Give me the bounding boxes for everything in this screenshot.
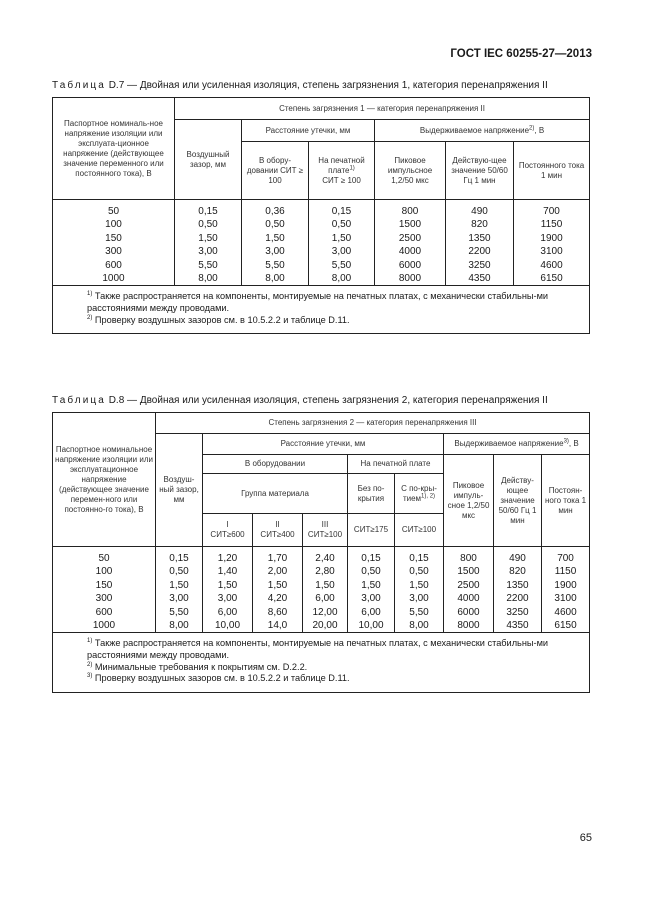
table-cell: 8,00 xyxy=(242,272,309,286)
table-cell: 490 xyxy=(494,547,542,566)
table-cell: 4000 xyxy=(375,245,446,258)
table-row xyxy=(53,218,590,231)
table-cell: 0,50 xyxy=(156,565,203,578)
table-cell: 0,50 xyxy=(395,565,444,578)
table-cell: 10,00 xyxy=(203,619,253,633)
table-cell: 2500 xyxy=(444,579,494,592)
table-d7 xyxy=(52,97,590,334)
table-cell: 3250 xyxy=(446,259,514,272)
table-cell: 1500 xyxy=(375,218,446,231)
table-cell: 2,80 xyxy=(303,565,348,578)
table-cell: 3,00 xyxy=(156,592,203,605)
table-cell: 0,15 xyxy=(395,547,444,566)
table-cell: 8,00 xyxy=(175,272,242,286)
header-air-clearance: Воздушный зазор, мм xyxy=(175,120,242,200)
header-peak-impulse: Пиковое импульсное 1,2/50 мкс xyxy=(375,142,446,200)
table-cell: 1,50 xyxy=(203,579,253,592)
header-group-2: II СИТ≥400 xyxy=(253,514,303,547)
header-dc: Постоянного тока 1 мин xyxy=(514,142,590,200)
table-cell: 3100 xyxy=(514,245,590,258)
header-pcb: На печатной плате xyxy=(348,455,444,474)
header-rated-voltage: Паспортное номиналь-ное напряжение изоляции или эксплуата-ционное напряжение (действующее значение переменного или постоянного тока), В xyxy=(53,98,175,200)
table-cell: 4600 xyxy=(542,606,590,619)
table-cell: 6150 xyxy=(514,272,590,286)
header-group-3: III СИТ≥100 xyxy=(303,514,348,547)
table-cell: 4350 xyxy=(446,272,514,286)
table-cell: 4,20 xyxy=(253,592,303,605)
table-row xyxy=(53,259,590,272)
table-d8-caption xyxy=(52,395,548,406)
table-cell: 2,40 xyxy=(303,547,348,566)
table-cell: 0,15 xyxy=(309,200,375,219)
table-cell: 1150 xyxy=(514,218,590,231)
header-dc: Постоян-ного тока 1 мин xyxy=(542,455,590,547)
table-cell: 3,00 xyxy=(395,592,444,605)
table-cell: 5,50 xyxy=(395,606,444,619)
table-row xyxy=(53,547,590,566)
table-cell: 0,50 xyxy=(175,218,242,231)
table-cell: 1,50 xyxy=(156,579,203,592)
table-cell: 800 xyxy=(444,547,494,566)
table-row xyxy=(53,565,590,578)
table-cell: 14,0 xyxy=(253,619,303,633)
table-row xyxy=(53,606,590,619)
table-cell: 1350 xyxy=(446,232,514,245)
table-cell: 1150 xyxy=(542,565,590,578)
table-row xyxy=(53,245,590,258)
table-cell: 100 xyxy=(53,218,175,231)
table-cell: 0,15 xyxy=(348,547,395,566)
table-cell: 12,00 xyxy=(303,606,348,619)
header-coating: С по-кры-тием$^{1), 2)}$ xyxy=(395,474,444,514)
page-number: 65 xyxy=(579,832,592,844)
table-cell: 150 xyxy=(53,232,175,245)
table-cell: 6,00 xyxy=(203,606,253,619)
table-cell: 6,00 xyxy=(303,592,348,605)
header-cti-175: СИТ≥175 xyxy=(348,514,395,547)
table-cell: 3,00 xyxy=(242,245,309,258)
header-creepage: Расстояние утечки, мм xyxy=(242,120,375,142)
table-cell: 3250 xyxy=(494,606,542,619)
header-equipment: В обору-довании СИТ ≥ 100 xyxy=(242,142,309,200)
table-d8 xyxy=(52,412,590,693)
footnote-1: $^{1)}$ Также распространяется на компоненты, монтируемые на печатных платах, с механически стабильны-ми расстояниями между проводами. xyxy=(87,291,549,314)
table-cell: 1,50 xyxy=(303,579,348,592)
table-cell: 4600 xyxy=(514,259,590,272)
table-cell: 2,00 xyxy=(253,565,303,578)
header-rated-voltage: Паспортное номинальное напряжение изоляции или эксплуатационное напряжение (действующее значение перемен-ного или постоянно-го тока), В xyxy=(53,413,156,547)
table-cell: 1900 xyxy=(542,579,590,592)
table-cell: 1,50 xyxy=(175,232,242,245)
table-cell: 3,00 xyxy=(348,592,395,605)
header-air-clearance: Воздуш-ный зазор, мм xyxy=(156,434,203,547)
header-pollution-group: Степень загрязнения 2 — категория перенапряжения III xyxy=(156,413,590,434)
header-peak-impulse: Пиковое импуль-сное 1,2/50 мкс xyxy=(444,455,494,547)
header-no-coating: Без по-крытия xyxy=(348,474,395,514)
table-cell: 0,15 xyxy=(156,547,203,566)
table-d8-body xyxy=(53,547,590,633)
table-cell: 0,50 xyxy=(348,565,395,578)
table-cell: 3,00 xyxy=(203,592,253,605)
table-cell: 8,00 xyxy=(395,619,444,633)
table-cell: 1,50 xyxy=(309,232,375,245)
table-cell: 3100 xyxy=(542,592,590,605)
table-cell: 0,15 xyxy=(175,200,242,219)
table-cell: 1,20 xyxy=(203,547,253,566)
table-cell: 100 xyxy=(53,565,156,578)
footnote-2: $^{2)}$ Проверку воздушных зазоров см. в 10.5.2.2 и таблице D.11. xyxy=(87,314,350,325)
header-creepage: Расстояние утечки, мм xyxy=(203,434,444,455)
table-cell: 1,50 xyxy=(253,579,303,592)
table-cell: 600 xyxy=(53,606,156,619)
table-cell: 1000 xyxy=(53,272,175,286)
table-cell: 800 xyxy=(375,200,446,219)
table-row xyxy=(53,579,590,592)
table-cell: 700 xyxy=(514,200,590,219)
table-row xyxy=(53,232,590,245)
table-cell: 1,50 xyxy=(395,579,444,592)
table-cell: 0,50 xyxy=(309,218,375,231)
table-cell: 1,50 xyxy=(348,579,395,592)
table-cell: 300 xyxy=(53,592,156,605)
table-cell: 5,50 xyxy=(242,259,309,272)
table-cell: 820 xyxy=(494,565,542,578)
table-row xyxy=(53,200,590,219)
table-cell: 8000 xyxy=(375,272,446,286)
header-equipment: В оборудовании xyxy=(203,455,348,474)
table-cell: 6000 xyxy=(375,259,446,272)
caption-text: D.7 — Двойная или усиленная изоляция, степень загрязнения 1, категория перенапряжения II xyxy=(108,80,548,91)
table-cell: 0,50 xyxy=(242,218,309,231)
document-header: ГОСТ IEC 60255-27—2013 xyxy=(450,48,592,60)
table-cell: 820 xyxy=(446,218,514,231)
header-rms: Действую-щее значение 50/60 Гц 1 мин xyxy=(446,142,514,200)
table-cell: 1,70 xyxy=(253,547,303,566)
footnote-2: $^{2)}$ Минимальные требования к покрытиям см. D.2.2. xyxy=(87,661,308,672)
table-cell: 8,00 xyxy=(309,272,375,286)
table-row xyxy=(53,619,590,633)
caption-text: D.8 — Двойная или усиленная изоляция, степень загрязнения 2, категория перенапряжения II xyxy=(108,395,548,406)
table-cell: 5,50 xyxy=(175,259,242,272)
header-cti-100: СИТ≥100 xyxy=(395,514,444,547)
table-cell: 3,00 xyxy=(175,245,242,258)
table-cell: 8,00 xyxy=(156,619,203,633)
header-rms: Действу-ющее значение 50/60 Гц 1 мин xyxy=(494,455,542,547)
caption-word: Таблица xyxy=(52,80,106,91)
header-group-1: I СИТ≥600 xyxy=(203,514,253,547)
table-cell: 1900 xyxy=(514,232,590,245)
table-cell: 1,40 xyxy=(203,565,253,578)
table-cell: 0,36 xyxy=(242,200,309,219)
table-cell: 2200 xyxy=(494,592,542,605)
footnote-1: $^{1)}$ Также распространяется на компоненты, монтируемые на печатных платах, с механически стабильны-ми расстояниями между проводами. xyxy=(87,638,549,661)
table-cell: 6000 xyxy=(444,606,494,619)
table-cell: 490 xyxy=(446,200,514,219)
header-withstand: Выдерживаемое напряжение$^{3)}$, В xyxy=(444,434,590,455)
table-cell: 1,50 xyxy=(242,232,309,245)
table-row xyxy=(53,272,590,286)
table-cell: 3,00 xyxy=(309,245,375,258)
table-d8-footnotes xyxy=(53,633,590,692)
table-cell: 1000 xyxy=(53,619,156,633)
table-cell: 10,00 xyxy=(348,619,395,633)
table-cell: 6,00 xyxy=(348,606,395,619)
table-cell: 1350 xyxy=(494,579,542,592)
table-cell: 20,00 xyxy=(303,619,348,633)
table-cell: 6150 xyxy=(542,619,590,633)
table-cell: 5,50 xyxy=(156,606,203,619)
table-d7-body xyxy=(53,200,590,286)
table-cell: 4000 xyxy=(444,592,494,605)
table-cell: 1500 xyxy=(444,565,494,578)
header-withstand: Выдерживаемое напряжение$^{2)}$, В xyxy=(375,120,590,142)
table-d7-footnotes xyxy=(53,286,590,334)
table-cell: 300 xyxy=(53,245,175,258)
table-cell: 2500 xyxy=(375,232,446,245)
header-material-group: Группа материала xyxy=(203,474,348,514)
table-cell: 50 xyxy=(53,200,175,219)
table-d7-caption xyxy=(52,80,548,91)
table-cell: 5,50 xyxy=(309,259,375,272)
table-cell: 2200 xyxy=(446,245,514,258)
table-cell: 50 xyxy=(53,547,156,566)
table-cell: 600 xyxy=(53,259,175,272)
header-pcb: На печатной плате$^{1)}$ СИТ ≥ 100 xyxy=(309,142,375,200)
table-cell: 700 xyxy=(542,547,590,566)
footnote-3: $^{3)}$ Проверку воздушных зазоров см. в 10.5.2.2 и таблице D.11. xyxy=(87,673,350,684)
table-cell: 8000 xyxy=(444,619,494,633)
table-row xyxy=(53,592,590,605)
table-cell: 8,60 xyxy=(253,606,303,619)
table-cell: 150 xyxy=(53,579,156,592)
header-pollution-group: Степень загрязнения 1 — категория перенапряжения II xyxy=(175,98,590,120)
table-cell: 4350 xyxy=(494,619,542,633)
caption-word: Таблица xyxy=(52,395,106,406)
